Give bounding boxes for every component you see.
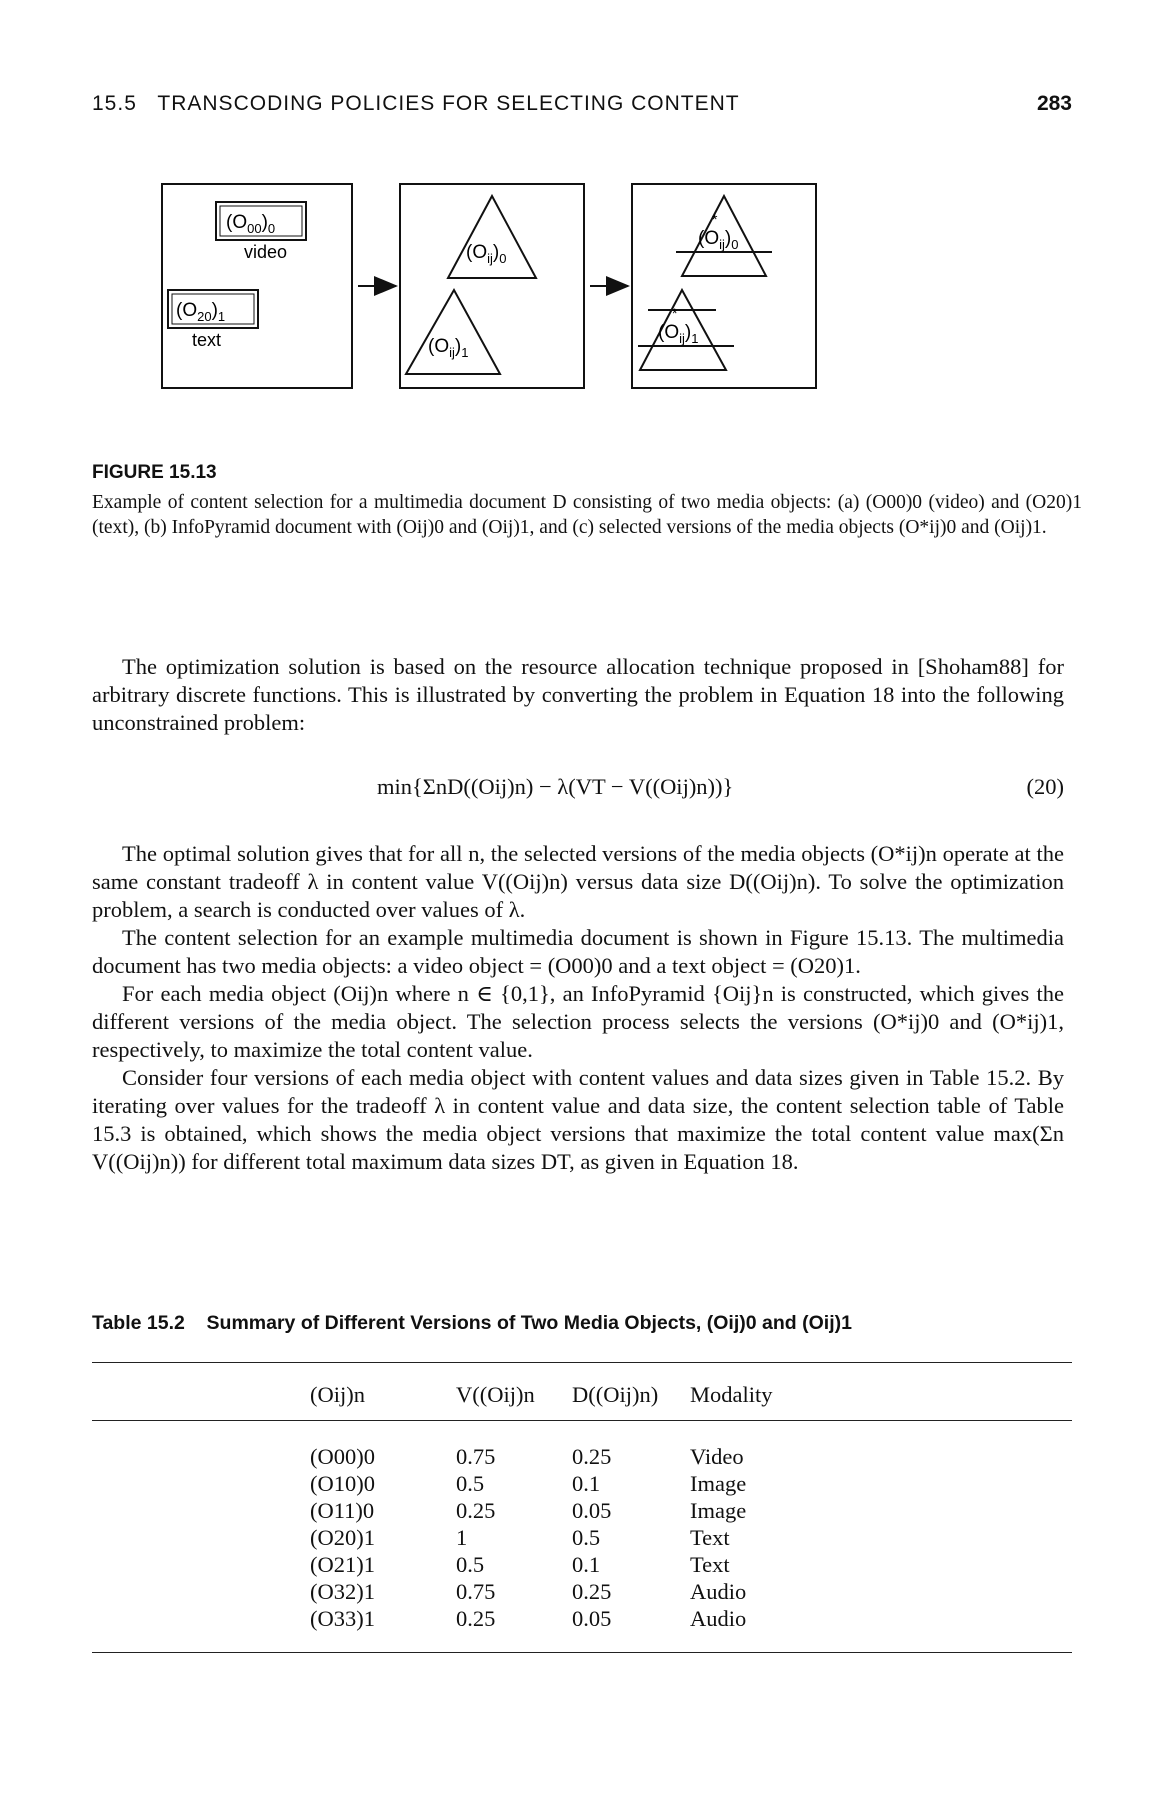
table-label: Table 15.2	[92, 1312, 185, 1334]
svg-text:(Oij)0: $(O_{ij})_0$	[466, 242, 507, 266]
body-paragraphs	[92, 840, 1064, 1176]
paragraph-5: Consider four versions of each media object with content values and data sizes given in Table 15.2. By iterating over values for the tradeoff λ in content value and data size, the content selection table of Table 15.3 is obtained, which shows the media object versions that maximize the total content value max(Σn V((Oij)n)) for different total maximum data sizes DT, as given in Equation 18.	[92, 1065, 1064, 1174]
panel-a	[162, 184, 352, 388]
table-top-rule	[92, 1362, 1072, 1363]
figure-caption-text: Example of content selection for a multimedia document D consisting of two media objects: (a) (O00)0 (video) and (O20)1 (text), (b) InfoPyramid document with (Oij)0 and (Oij)1, and (c) selected versions of the media objects (O*ij)0 and (Oij)1.	[92, 492, 1082, 538]
svg-text:*: *	[712, 211, 718, 227]
col-header-modality: Modality	[690, 1382, 773, 1407]
svg-text:(Oij)0: $(O_{ij})_0$	[698, 228, 739, 252]
table-row: (O32)1 0.75 0.25 Audio	[310, 1579, 747, 1604]
header-section-title: 15.5 TRANSCODING POLICIES FOR SELECTING CONTENT	[92, 92, 740, 115]
table-title	[92, 1312, 1072, 1335]
running-header	[92, 92, 1072, 128]
col-header-size: D((Oij)n)	[572, 1382, 659, 1407]
panel-b	[400, 184, 584, 388]
table-row: (O33)1 0.25 0.05 Audio	[310, 1606, 747, 1631]
paragraph-1: The optimization solution is based on the resource allocation technique proposed in [Shoham88] for arbitrary discrete functions. This is illustrated by converting the problem in Equation 18 into the following unconstrained problem:	[92, 654, 1064, 735]
svg-text:(Oij)1: $(O_{ij})_1$	[658, 322, 699, 346]
table-row: (O21)1 0.5 0.1 Text	[310, 1552, 730, 1577]
table-row: (O10)0 0.5 0.1 Image	[310, 1471, 747, 1496]
svg-text:(Oij)1: $(O_{ij})_1$	[428, 336, 469, 360]
svg-text:*: *	[672, 305, 678, 321]
text-caption: text	[192, 330, 222, 350]
table-row: (O11)0 0.25 0.05 Image	[310, 1498, 747, 1523]
panel-c	[632, 184, 816, 388]
paragraph-3: The content selection for an example multimedia document is shown in Figure 15.13. The multimedia document has two media objects: a video object = (O00)0 and a text object = (O20)1.	[92, 925, 1064, 978]
figure-caption-label: FIGURE 15.13	[92, 462, 217, 483]
equation-number: (20)	[1026, 774, 1064, 799]
video-caption: video	[244, 242, 288, 262]
paragraph-4: For each media object (Oij)n where n ∈ {0,1}, an InfoPyramid {Oij}n is constructed, which gives the different versions of the media object. The selection process selects the versions (O*ij)0 and (O*ij)1, respectively, to maximize the total content value.	[92, 981, 1064, 1062]
table-header-rule	[92, 1420, 1072, 1421]
paragraph-2: The optimal solution gives that for all n, the selected versions of the media objects (O*ij)n operate at the same constant tradeoff λ in content value V((Oij)n) versus data size D((Oij)n). To solve the optimization problem, a search is conducted over values of λ.	[92, 841, 1064, 922]
table-row: (O20)1 1 0.5 Text	[310, 1525, 730, 1550]
table-row: (O00)0 0.75 0.25 Video	[310, 1444, 744, 1469]
obj-video-label: $(O_{00})_0$	[226, 212, 276, 236]
table-caption: Summary of Different Versions of Two Media Objects, (Oij)0 and (Oij)1	[206, 1312, 852, 1334]
figure-15-13	[160, 182, 880, 442]
table-bottom-rule	[92, 1652, 1072, 1653]
col-header-value: V((Oij)n	[456, 1382, 535, 1407]
page-number: 283	[1036, 92, 1072, 115]
equation-text: min{ΣnD((Oij)n) − λ(VT − V((Oij)n))}	[377, 774, 734, 799]
equation-20	[92, 774, 1064, 806]
obj-text-label: $(O_{20})_1$	[176, 300, 226, 324]
col-header-object: (Oij)n	[310, 1382, 365, 1407]
